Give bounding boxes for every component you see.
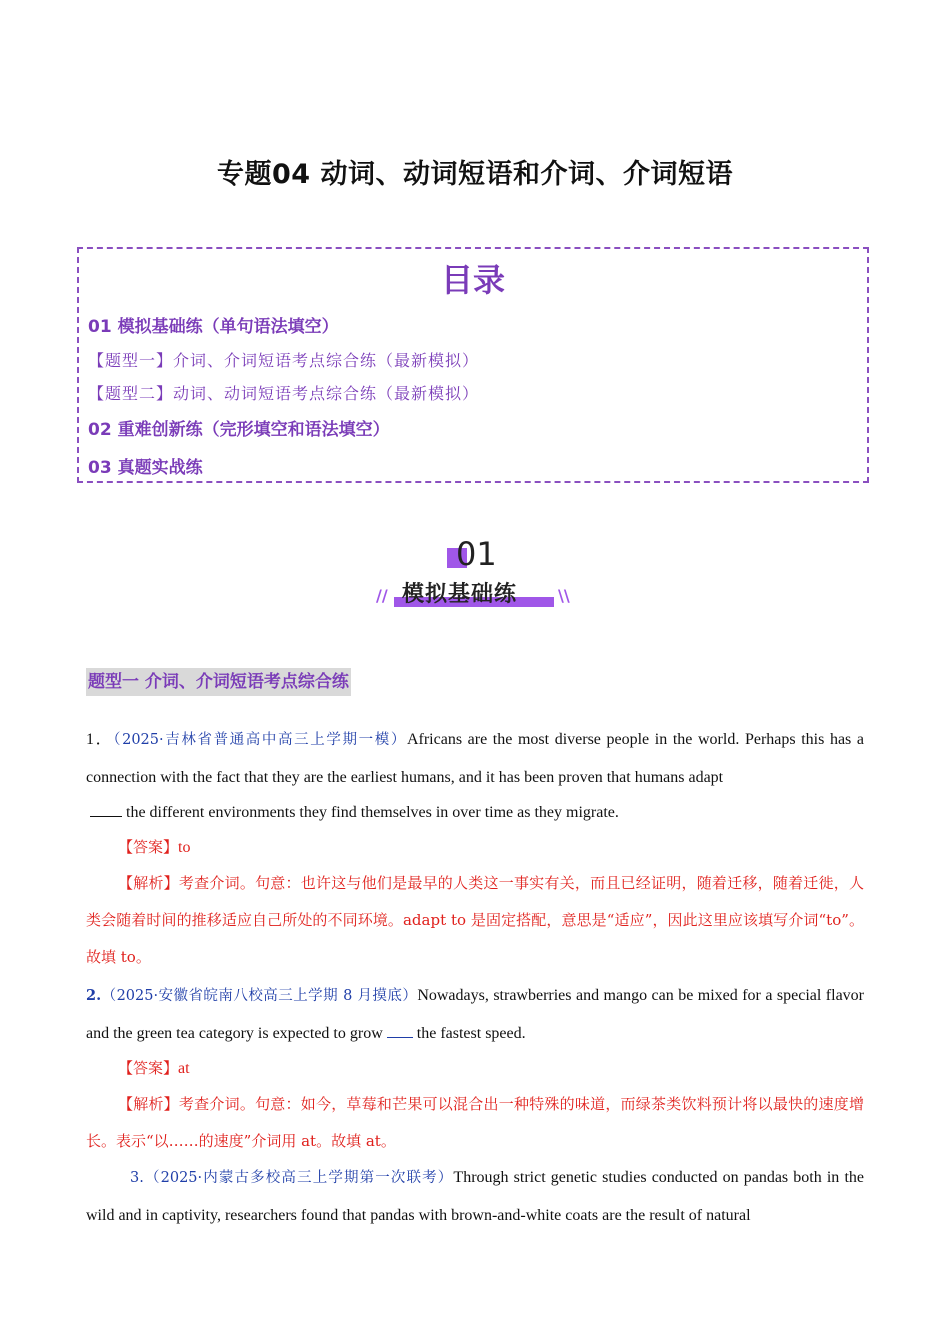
toc-item-01[interactable]: 01 模拟基础练（单句语法填空） [88,317,339,337]
badge-number: 01 [456,535,497,573]
question-source: （2025·安徽省皖南八校高三上学期 8 月摸底） [101,988,418,1004]
section-badge [372,535,578,615]
answer-label: 【答案】 [118,838,179,856]
badge-label: 模拟基础练 [402,582,518,607]
analysis-text: 考查介词。句意：如今，草莓和芒果可以混合出一种特殊的味道，而绿茶类饮料预计将以最快的速度增长。表示“以……的速度”介词用 at。故填 at。 [86,1095,864,1150]
badge-right-marks: \\ [558,586,570,605]
answer-blank[interactable] [90,802,122,817]
page-title: 专题04 动词、动词短语和介词、介词短语 [217,159,733,190]
toc-item-type-2[interactable]: 【题型二】动词、动词短语考点综合练（最新模拟） [88,384,480,403]
question-2 [86,977,864,1052]
question-source: （2025·内蒙古多校高三上学期第一次联考） [143,1170,454,1186]
question-number: 2. [86,987,102,1004]
question-text: Nowadays, strawberries and mango can be mixed for a special flavor and the green tea category is expected to grow [86,987,864,1042]
analysis-2 [86,1086,864,1160]
analysis-label: 【解析】 [118,874,179,892]
question-3 [86,1159,864,1234]
analysis-label: 【解析】 [118,1095,179,1113]
answer-1 [86,829,896,866]
toc-heading: 目录 [440,261,505,299]
question-number: 3. [130,1170,144,1186]
question-text: the fastest speed. [416,1025,526,1042]
question-text: Through strict genetic studies conducted on pandas both in the wild and in captivity, researchers found that pandas with brown-and-white coats are the result of natural [86,1169,864,1224]
section-tag: 题型一 介词、介词短语考点综合练 [86,668,351,696]
answer-blank[interactable] [387,1023,413,1038]
question-text: the different environments they find themselves in over time as they migrate. [126,804,619,821]
badge-left-marks: // [376,586,388,605]
toc-item-02[interactable]: 02 重难创新练（完形填空和语法填空） [88,420,390,440]
toc-item-type-1[interactable]: 【题型一】介词、介词短语考点综合练（最新模拟） [88,351,480,370]
answer-value: at [178,1060,190,1077]
table-of-contents [77,247,869,483]
question-source: （2025·吉林省普通高中高三上学期一模） [113,732,407,748]
question-1 [86,721,864,796]
answer-2 [86,1050,896,1087]
analysis-text: 考查介词。句意：也许这与他们是最早的人类这一事实有关，而且已经证明，随着迁移，随着迁徙，人类会随着时间的推移适应自己所处的不同环境。adapt to 是固定搭配，意思是“适应”，因此这里应该填写介词“to”。故填 to。 [86,874,864,966]
answer-label: 【答案】 [118,1059,179,1077]
toc-item-03[interactable]: 03 真题实战练 [88,458,203,478]
answer-value: to [178,839,191,856]
question-text: Africans are the most diverse people in the world. Perhaps this has a connection with the fact that they are the earliest humans, and it has been proven that humans adapt [86,731,864,786]
analysis-1 [86,865,864,976]
question-1-cont [86,794,864,831]
question-number: 1． [86,731,114,748]
